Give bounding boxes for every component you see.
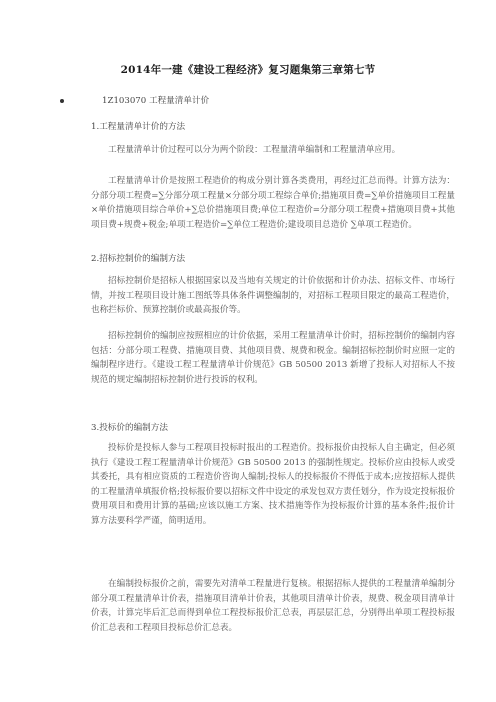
section-heading-3: 3.投标价的编制方法 [91,423,168,433]
section-heading-2: 2.招标控制价的编制方法 [91,254,186,264]
section-heading-1: 1.工程量清单计价的方法 [91,122,186,132]
paragraph-3-1: 投标价是投标人参与工程项目投标时报出的工程造价。投标报价由投标人自主确定，但必须执行《建设工程工程量清单计价规范》GB 50500 2013 的强制性规定。投标价应由投标人或受其委托，具有相应资质的工程造价咨询人编制;投标人的投标报价不得低于成本;应按招标人提供的工程量清单填报价格;投标报价要以招标文件中设定的承发包双方责任划分，作为设定投标报价费用项目和费用计算的基础;应该以施工方案、技术措施等作为投标报价计算的基本条件;报价计算方法要科学严谨，简明适用。 [91,443,455,526]
section-bullet-item [60,94,209,106]
bullet-icon [60,99,64,103]
document-title: 2014年一建《建设工程经济》复习题集第三章第七节 [120,64,376,76]
paragraph-3-2: 在编制投标报价之前，需要先对清单工程量进行复核。根据招标人提供的工程量清单编制分部分项工程量清单计价表，措施项目清单计价表，其他项目清单计价表，规费、税金项目清单计价表，计算完毕后汇总而得到单位工程投标报价汇总表，再层层汇总，分别得出单项工程投标报价汇总表和工程项目投标总价汇总表。 [91,579,455,633]
paragraph-2-1: 招标控制价是招标人根据国家以及当地有关规定的计价依据和计价办法、招标文件、市场行情，并按工程项目设计施工图纸等具体条件调整编制的，对招标工程项目限定的最高工程造价，也称拦标价、预算控制价或最高报价等。 [91,276,455,316]
paragraph-2-2: 招标控制价的编制应按照相应的计价依据，采用工程量清单计价时，招标控制价的编制内容包括：分部分项工程费、措施项目费、其他项目费、规费和税金。编制招标控制价时应照一定的编制程序进行。《建设工程工程量清单计价规范》GB 50500 2013 新增了投标人对招标人不按规范的规定编制招标控制价进行投诉的权利。 [91,331,455,385]
paragraph-1-1: 工程量清单计价过程可以分为两个阶段：工程量清单编制和工程量清单应用。 [108,145,401,155]
paragraph-1-2: 工程量清单计价是按照工程造价的构成分别计算各类费用，再经过汇总而得。计算方法为：分部分项工程费=∑分部分项工程量×分部分项工程综合单价;措施项目费=∑单价措施项目工程量×单价措施项目综合单价+∑总价措施项目费;单位工程造价=分部分项工程费+措施项目费+其他项目费+规费+税金;单项工程造价=∑单位工程造价;建设项目总造价 ∑单项工程造价。 [91,176,455,230]
section-code: 1Z103070 工程量清单计价 [102,96,210,106]
